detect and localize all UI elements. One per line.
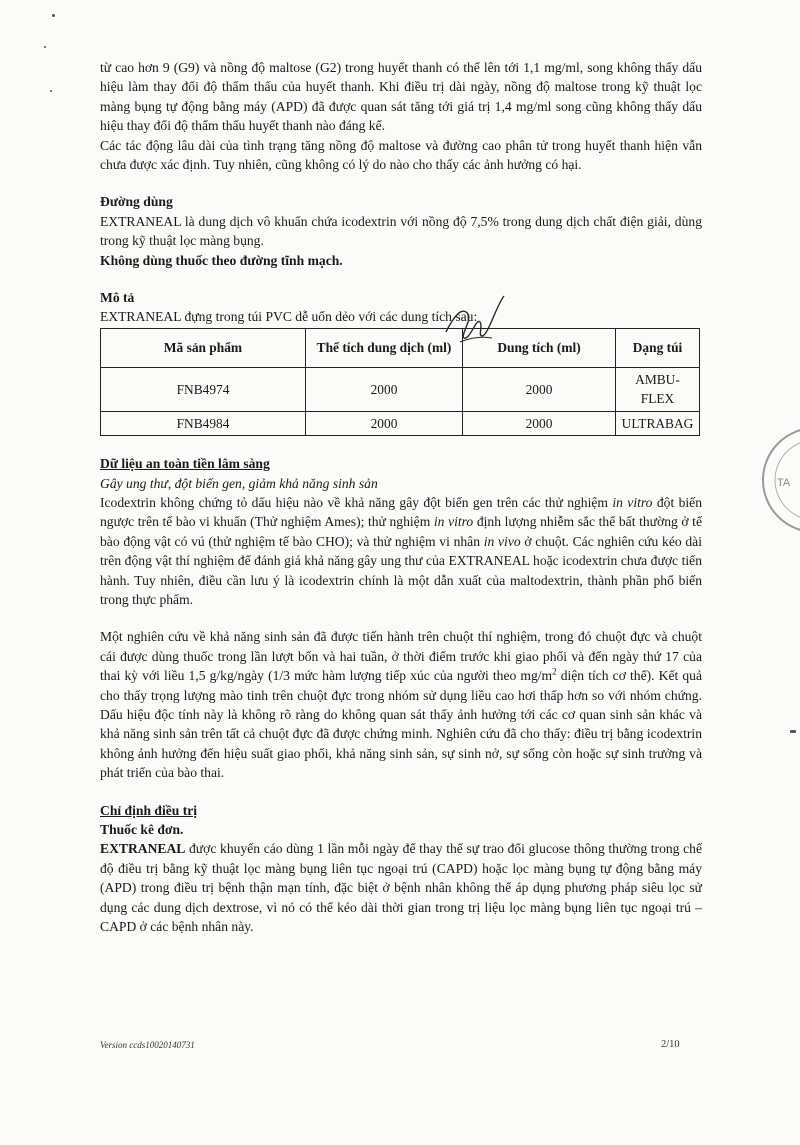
- preclinical-paragraph-genotoxicity: Icodextrin không chứng tỏ dấu hiệu nào về khả năng gây đột biến gen trên các thử nghiệm in vitro đột biến ngược trên tế bào vi khuẩn (Thử nghiệm Ames); thử nghiệm in vitro định lượng nhiễm sắc thể bất thường ở tế bào động vật có vú (thử nghiệm tế bào CHO); và thử nghiệm vi nhân in vivo ở chuột. Các nghiên cứu kéo dài trên động vật thí nghiệm để đánh giá khả năng gây ung thư của EXTRANEAL hoặc icodextrin chưa được tiến hành. Tuy nhiên, điều cần lưu ý là icodextrin chính là một dẫn xuất của maltodextrin, thành phần phổ biến trong thực phẩm.: [100, 494, 702, 607]
- footer-version: Version ccds10020140731: [100, 1040, 195, 1050]
- header-capacity: Dung tích (ml): [463, 328, 616, 367]
- stamp-seal-icon: [755, 420, 800, 540]
- scan-speck: [52, 14, 55, 17]
- preclinical-heading: Dữ liệu an toàn tiền lâm sàng: [100, 456, 270, 472]
- table-cell: 2000: [463, 367, 616, 411]
- product-table: [100, 328, 700, 436]
- handwritten-signature-icon: [440, 292, 510, 350]
- route-warning: Không dùng thuốc theo đường tĩnh mạch.: [100, 252, 343, 268]
- table-cell: 2000: [306, 411, 463, 435]
- table-cell: FNB4984: [101, 411, 306, 435]
- preclinical-subheading: Gây ung thư, đột biến gen, giảm khả năng sinh sản: [100, 475, 378, 491]
- scan-speck: [44, 46, 46, 48]
- table-row: [101, 411, 700, 435]
- scan-speck: [790, 730, 796, 733]
- svg-text:TA: TA: [777, 477, 791, 489]
- indications-heading: Chỉ định điều trị: [100, 802, 198, 818]
- indications-text: EXTRANEAL được khuyến cáo dùng 1 lần mỗi ngày để thay thế sự trao đổi glucose thông thường trong chế độ điều trị bằng kỹ thuật lọc màng bụng liên tục ngoại trú (CAPD) hoặc lọc màng bụng tự động bằng máy (APD) trong điều trị bệnh thận mạn tính, đặc biệt ở bệnh nhân không thể áp dụng phương pháp siêu lọc sử dụng các dung dịch dextrose, vì nó có thể kéo dài thời gian trong trị liệu lọc màng bụng liên tục ngoại trú – CAPD ở các bệnh nhân này.: [100, 841, 702, 935]
- header-solution-volume: Thể tích dung dịch (ml): [306, 328, 463, 367]
- paragraph-continued: từ cao hơn 9 (G9) và nồng độ maltose (G2) trong huyết thanh có thể lên tới 1,1 mg/ml, song không thấy dấu hiệu làm thay đổi độ thẩm thấu của huyết thanh. Khi điều trị dài ngày, nồng độ maltose trong kỹ thuật lọc màng bụng tự động bằng máy (APD) đã được quan sát tăng tới giá trị 1,4 mg/ml song cũng không thấy dấu hiệu thay đổi độ thẩm thấu huyết thanh nào đáng kể.: [100, 60, 702, 134]
- table-cell: 2000: [306, 367, 463, 411]
- table-cell: ULTRABAG: [616, 411, 700, 435]
- table-cell: 2000: [463, 411, 616, 435]
- route-text: EXTRANEAL là dung dịch vô khuẩn chứa icodextrin với nồng độ 7,5% trong dung dịch chất điện giải, dùng trong kỹ thuật lọc màng bụng.: [100, 213, 702, 249]
- route-heading: Đường dùng: [100, 194, 173, 210]
- description-text: EXTRANEAL đựng trong túi PVC dễ uốn dẻo với các dung tích sau:: [100, 309, 478, 325]
- table-cell: FNB4974: [101, 367, 306, 411]
- scan-speck: [50, 90, 52, 92]
- footer-page-number: 2/10: [661, 1039, 680, 1050]
- indications-subheading: Thuốc kê đơn.: [100, 822, 184, 837]
- preclinical-paragraph-fertility: Một nghiên cứu về khả năng sinh sản đã được tiến hành trên chuột thí nghiệm, trong đó chuột đực và chuột cái được dùng thuốc trong lần lượt bốn và hai tuần, ở thời điểm trước khi giao phối và đến ngày thứ 17 của thai kỳ với liều 1,5 g/kg/ngày (1/3 mức hàm lượng tiếp xúc của người theo $mg/m^2$ diện tích cơ thể). Kết quả cho thấy trọng lượng mào tinh trên chuột đực trong nhóm sử dụng liều cao hơi thấp hơn so với nhóm chứng. Dấu hiệu độc tính này là không rõ ràng do không quan sát thấy ảnh hưởng tới các cơ quan sinh sản khác và khả năng sinh sản trên tất cả chuột đực đã được chứng minh. Nghiên cứu đã cho thấy: điều trị bằng icodextrin không ảnh hưởng đến hiệu suất giao phối, khả năng sinh sản, sự sinh nở, sự sống còn hoặc sự sinh trưởng và phát triển của bào thai.: [100, 629, 702, 781]
- header-product-code: Mã sản phẩm: [101, 328, 306, 367]
- paragraph-long-term: Các tác động lâu dài của tình trạng tăng nồng độ maltose và đường cao phân tử trong huyết thanh hiện vẫn chưa được xác định. Tuy nhiên, cũng không có lý do nào cho thấy các ảnh hưởng có hại.: [100, 137, 702, 173]
- table-header-row: [101, 328, 700, 367]
- table-row: [101, 367, 700, 411]
- description-heading: Mô tả: [100, 290, 135, 306]
- table-cell: AMBU-FLEX: [616, 367, 700, 411]
- header-bag-type: Dạng túi: [616, 328, 700, 367]
- page-content: [100, 58, 702, 936]
